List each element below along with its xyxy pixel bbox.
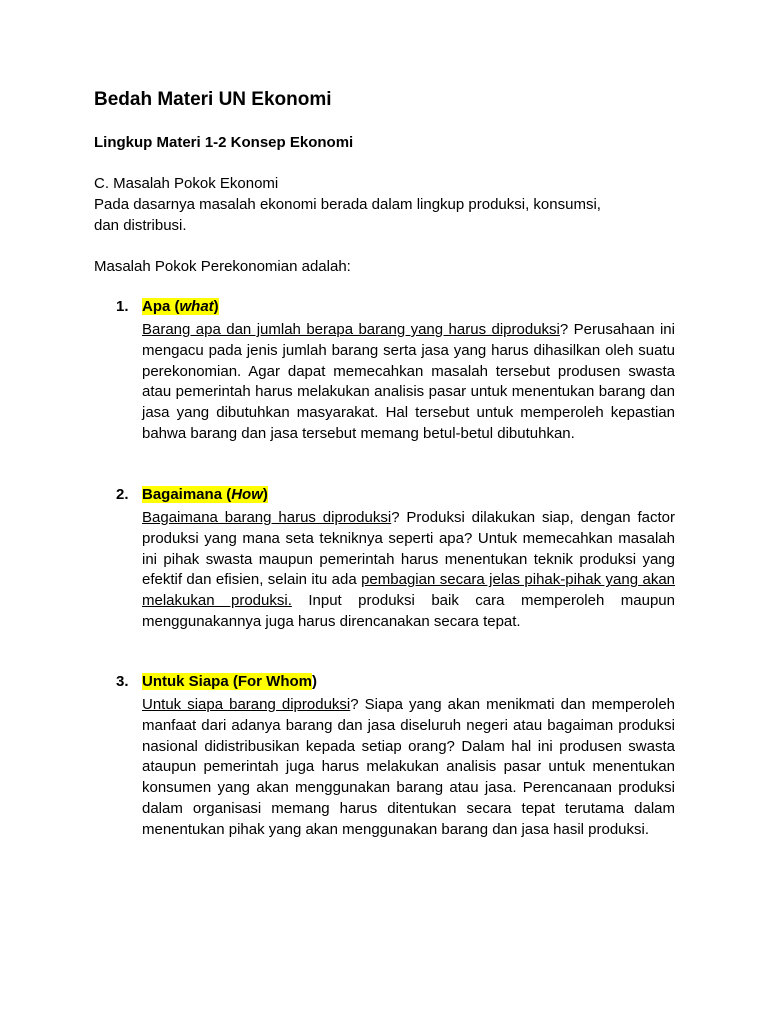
item-heading-1	[116, 298, 219, 315]
highlighted-heading: Apa (what)	[142, 298, 219, 315]
underlined-phrase: Bagaimana barang harus diproduksi	[142, 509, 392, 526]
list-label: Masalah Pokok Perekonomian adalah:	[94, 258, 351, 275]
intro-line-1: Pada dasarnya masalah ekonomi berada dalam lingkup produksi, konsumsi,	[94, 196, 601, 213]
underlined-phrase: Barang apa dan jumlah berapa barang yang harus diproduksi	[142, 321, 560, 338]
intro-line-2: dan distribusi.	[94, 217, 187, 234]
item-body-3: Untuk siapa barang diproduksi? Siapa yang akan menikmati dan memperoleh manfaat dari adanya barang dan jasa diseluruh negeri atau bagaiman produksi nasional didistribusikan kepada setiap orang? Dalam hal ini produsen swasta ataupun pemerintah juga harus melakukan analisis pasar untuk menentukan konsumen yang akan menggunakan barang atau jasa. Perencanaan produksi dalam organisasi memang harus ditentukan secara tepat terutama dalam menentukan pihak yang akan menggunakan barang dan jasa hasil produksi.	[142, 696, 676, 838]
highlighted-heading: Untuk Siapa (For Whom	[142, 673, 312, 690]
item-body-2: Bagaimana barang harus diproduksi? Produksi dilakukan siap, dengan factor produksi yang mana seta tekniknya seperti apa? Untuk memecahkan masalah ini pihak swasta maupun pemerintah harus menentukan teknik produksi yang efektif dan efisien, selain itu ada pembagian secara jelas pihak-pihak yang akan melakukan produksi. Input produksi baik cara memperoleh maupun menggunakannya juga harus direncanakan secara tepat.	[142, 509, 676, 630]
item-number: 3.	[116, 673, 129, 690]
item-number: 1.	[116, 298, 129, 315]
document-subtitle: Lingkup Materi 1-2 Konsep Ekonomi	[94, 134, 354, 151]
highlighted-heading: Bagaimana (How)	[142, 486, 268, 503]
underlined-phrase: pembagian secara jelas pihak-pihak yang akan melakukan produksi.	[142, 571, 676, 610]
document-title: Bedah Materi UN Ekonomi	[94, 89, 332, 110]
item-body-1: Barang apa dan jumlah berapa barang yang harus diproduksi? Perusahaan ini mengacu pada jenis jumlah barang serta jasa yang harus dihasilkan oleh suatu perekonomian. Agar dapat memecahkan masalah tersebut produsen swasta atau pemerintah harus melakukan analisis pasar untuk menentukan barang dan jasa yang dibutuhkan masyarakat. Hal tersebut untuk memperoleh kepastian bahwa barang dan jasa tersebut memang betul-betul dibutuhkan.	[142, 321, 675, 442]
item-heading-3: 3. Untuk Siapa (For Whom)	[116, 673, 317, 690]
item-heading-2	[116, 486, 268, 503]
item-number: 2.	[116, 486, 129, 503]
underlined-phrase: Untuk siapa barang diproduksi	[142, 696, 351, 713]
section-heading: C. Masalah Pokok Ekonomi	[94, 175, 279, 192]
